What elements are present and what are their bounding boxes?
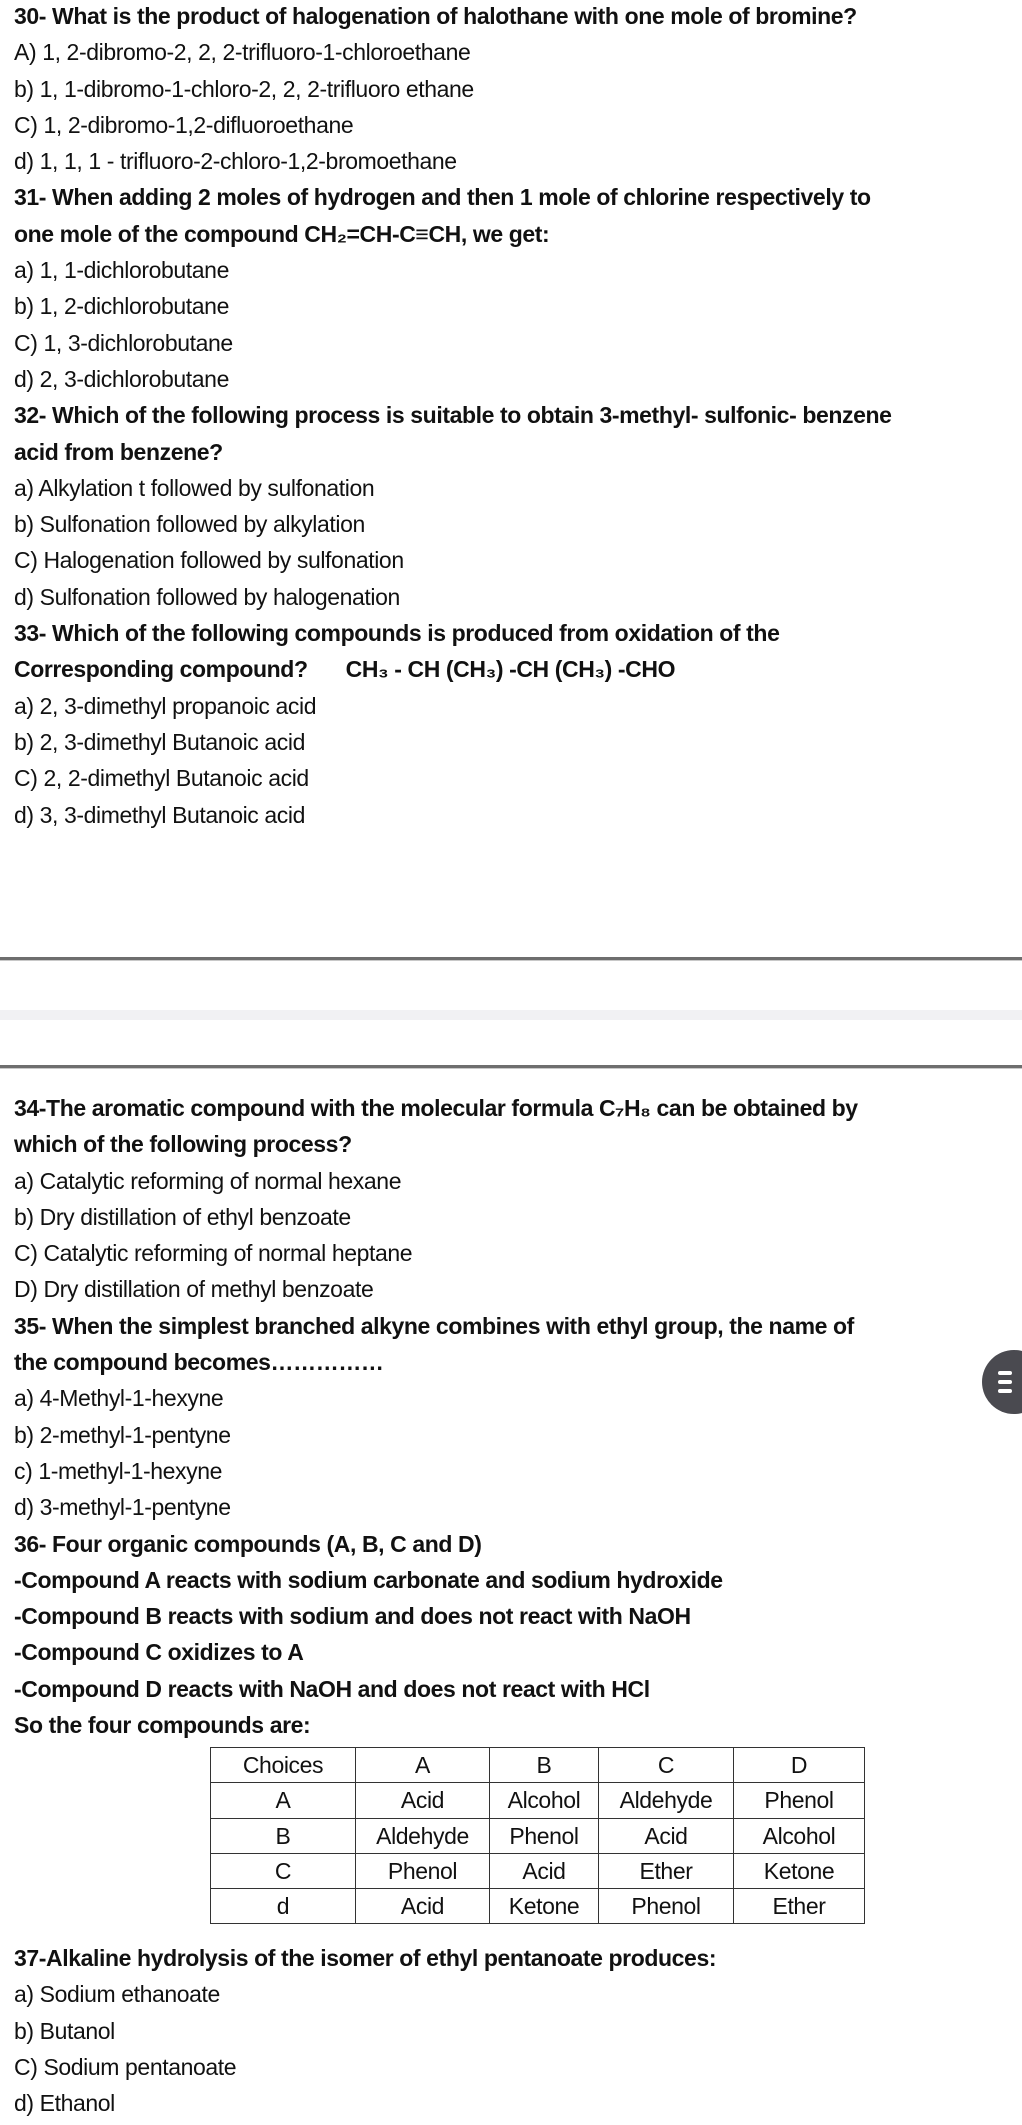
questions-30-33 <box>14 0 1022 833</box>
answer-option <box>14 1163 1022 1199</box>
line-text: one mole of the compound CH₂=CH-C≡CH, we get: <box>14 220 550 247</box>
line-text: a) 1, 1-dichlorobutane <box>14 257 229 284</box>
line-text: a) Sodium ethanoate <box>14 1981 220 2008</box>
question-text <box>14 1562 1022 1598</box>
question-text <box>14 1090 1022 1126</box>
table-cell: C <box>211 1853 356 1888</box>
question-text <box>14 1344 1022 1380</box>
answer-option <box>14 2049 1022 2085</box>
line-text: -Compound C oxidizes to A <box>14 1639 304 1666</box>
line-text: b) Sulfonation followed by alkylation <box>14 511 365 538</box>
table-cell: Phenol <box>599 1889 734 1924</box>
table-cell: Alcohol <box>734 1818 865 1853</box>
table-cell: Acid <box>356 1889 490 1924</box>
table-cell: Aldehyde <box>599 1783 734 1818</box>
answer-option <box>14 1235 1022 1271</box>
line-text: d) Ethanol <box>14 2090 115 2117</box>
line-text: 31- When adding 2 moles of hydrogen and then 1 mole of chlorine respectively to <box>14 184 871 211</box>
line-text: b) 2, 3-dimethyl Butanoic acid <box>14 728 305 755</box>
line-text: the compound becomes…………… <box>14 1349 384 1376</box>
answer-option <box>14 288 1022 324</box>
table-cell: Aldehyde <box>356 1818 490 1853</box>
answer-option <box>14 325 1022 361</box>
answer-option <box>14 470 1022 506</box>
answer-option <box>14 1380 1022 1416</box>
line-text: C) Sodium pentanoate <box>14 2053 237 2080</box>
line-text: d) 3-methyl-1-pentyne <box>14 1494 231 1521</box>
line-text: C) Catalytic reforming of normal heptane <box>14 1240 413 1267</box>
table-cell: Ether <box>599 1853 734 1888</box>
table-cell: Phenol <box>734 1783 865 1818</box>
page-gap <box>0 1010 1022 1020</box>
table-cell: Ketone <box>734 1853 865 1888</box>
line-text: a) 4-Methyl-1-hexyne <box>14 1385 224 1412</box>
question-text <box>14 179 1022 215</box>
question-text <box>14 1308 1022 1344</box>
line-text: 37-Alkaline hydrolysis of the isomer of ethyl pentanoate produces: <box>14 1945 717 1971</box>
answer-option <box>14 107 1022 143</box>
line-text: a) 2, 3-dimethyl propanoic acid <box>14 692 317 719</box>
chemical-formula: CH₃ - CH (CH₃) -CH (CH₃) -CHO <box>345 656 676 683</box>
line-text: 33- Which of the following compounds is produced from oxidation of the <box>14 620 780 647</box>
line-text: which of the following process? <box>14 1131 352 1158</box>
question-text <box>14 1707 1022 1743</box>
table-cell: Acid <box>490 1853 599 1888</box>
question-text <box>14 434 1022 470</box>
question-text <box>14 1126 1022 1162</box>
answer-option <box>14 1271 1022 1307</box>
line-text: A) 1, 2-dibromo-2, 2, 2-trifluoro-1-chloroethane <box>14 39 471 66</box>
line-text: d) 1, 1, 1 - trifluoro-2-chloro-1,2-bromoethane <box>14 148 457 175</box>
line-text: 30- What is the product of halogenation of halothane with one mole of bromine? <box>14 3 857 29</box>
line-text: a) Alkylation t followed by sulfonation <box>14 474 375 501</box>
answer-option <box>14 71 1022 107</box>
answer-option <box>14 797 1022 833</box>
choices-table <box>210 1747 865 1924</box>
line-text: C) 2, 2-dimethyl Butanoic acid <box>14 765 309 792</box>
line-text: -Compound A reacts with sodium carbonate and sodium hydroxide <box>14 1566 723 1593</box>
line-text: 34-The aromatic compound with the molecular formula C₇H₈ can be obtained by <box>14 1095 858 1121</box>
table-header-cell: Choices <box>211 1748 356 1783</box>
line-text: C) 1, 2-dibromo-1,2-difluoroethane <box>14 111 354 138</box>
question-text <box>14 1526 1022 1562</box>
question-text <box>14 0 1022 34</box>
question-37 <box>14 1940 1022 2121</box>
line-text: b) Butanol <box>14 2017 115 2044</box>
answer-option <box>14 252 1022 288</box>
page-divider-top <box>0 957 1022 961</box>
line-text: 32- Which of the following process is suitable to obtain 3-methyl- sulfonic- benzene <box>14 402 892 429</box>
question-text <box>14 651 1022 687</box>
table-cell: B <box>211 1818 356 1853</box>
answer-option <box>14 506 1022 542</box>
line-text: 35- When the simplest branched alkyne combines with ethyl group, the name of <box>14 1312 854 1339</box>
table-cell: Ether <box>734 1889 865 1924</box>
line-text: 36- Four organic compounds (A, B, C and D) <box>14 1530 482 1557</box>
answer-option <box>14 1417 1022 1453</box>
answer-option <box>14 2013 1022 2049</box>
table-header-cell: D <box>734 1748 865 1783</box>
table-cell: Acid <box>599 1818 734 1853</box>
table-cell: Phenol <box>356 1853 490 1888</box>
answer-option <box>14 542 1022 578</box>
table-row <box>211 1853 865 1888</box>
line-text: b) Dry distillation of ethyl benzoate <box>14 1203 351 1230</box>
line-text: b) 1, 2-dichlorobutane <box>14 293 229 320</box>
line-text: D) Dry distillation of methyl benzoate <box>14 1276 374 1303</box>
answer-option <box>14 2085 1022 2121</box>
line-text: d) Sulfonation followed by halogenation <box>14 583 400 610</box>
line-text: acid from benzene? <box>14 438 223 465</box>
line-text: So the four compounds are: <box>14 1712 311 1739</box>
question-text <box>14 615 1022 651</box>
answer-option <box>14 1199 1022 1235</box>
line-text: Corresponding compound? <box>14 656 308 683</box>
answer-option <box>14 143 1022 179</box>
answer-option <box>14 34 1022 70</box>
line-text: d) 3, 3-dimethyl Butanoic acid <box>14 801 305 828</box>
table-cell: A <box>211 1783 356 1818</box>
question-text <box>14 397 1022 433</box>
line-text: -Compound B reacts with sodium and does not react with NaOH <box>14 1603 691 1630</box>
page-divider-bottom <box>0 1065 1022 1069</box>
table-cell: d <box>211 1889 356 1924</box>
table-cell: Ketone <box>490 1889 599 1924</box>
answer-option <box>14 1976 1022 2012</box>
line-text: C) Halogenation followed by sulfonation <box>14 547 404 574</box>
question-text <box>14 1940 1022 1976</box>
answer-option <box>14 1489 1022 1525</box>
line-text: b) 1, 1-dibromo-1-chloro-2, 2, 2-trifluoro ethane <box>14 75 474 102</box>
line-text: c) 1-methyl-1-hexyne <box>14 1457 223 1484</box>
table-row <box>211 1818 865 1853</box>
answer-option <box>14 688 1022 724</box>
line-text: C) 1, 3-dichlorobutane <box>14 329 233 356</box>
table-header-cell: C <box>599 1748 734 1783</box>
question-text <box>14 1671 1022 1707</box>
line-text: -Compound D reacts with NaOH and does not react with HCl <box>14 1675 650 1702</box>
question-text <box>14 216 1022 252</box>
table-cell: Phenol <box>490 1818 599 1853</box>
question-text <box>14 1634 1022 1670</box>
table-header-row <box>211 1748 865 1783</box>
answer-option <box>14 361 1022 397</box>
line-text: d) 2, 3-dichlorobutane <box>14 365 229 392</box>
table-cell: Alcohol <box>490 1783 599 1818</box>
table-row <box>211 1889 865 1924</box>
questions-34-36 <box>14 1090 1022 1743</box>
table-row <box>211 1783 865 1818</box>
question-text <box>14 1598 1022 1634</box>
line-text: b) 2-methyl-1-pentyne <box>14 1421 231 1448</box>
answer-option <box>14 760 1022 796</box>
answer-option <box>14 724 1022 760</box>
table-header-cell: A <box>356 1748 490 1783</box>
answer-option <box>14 579 1022 615</box>
answer-option <box>14 1453 1022 1489</box>
line-text: a) Catalytic reforming of normal hexane <box>14 1167 402 1194</box>
table-header-cell: B <box>490 1748 599 1783</box>
table-cell: Acid <box>356 1783 490 1818</box>
